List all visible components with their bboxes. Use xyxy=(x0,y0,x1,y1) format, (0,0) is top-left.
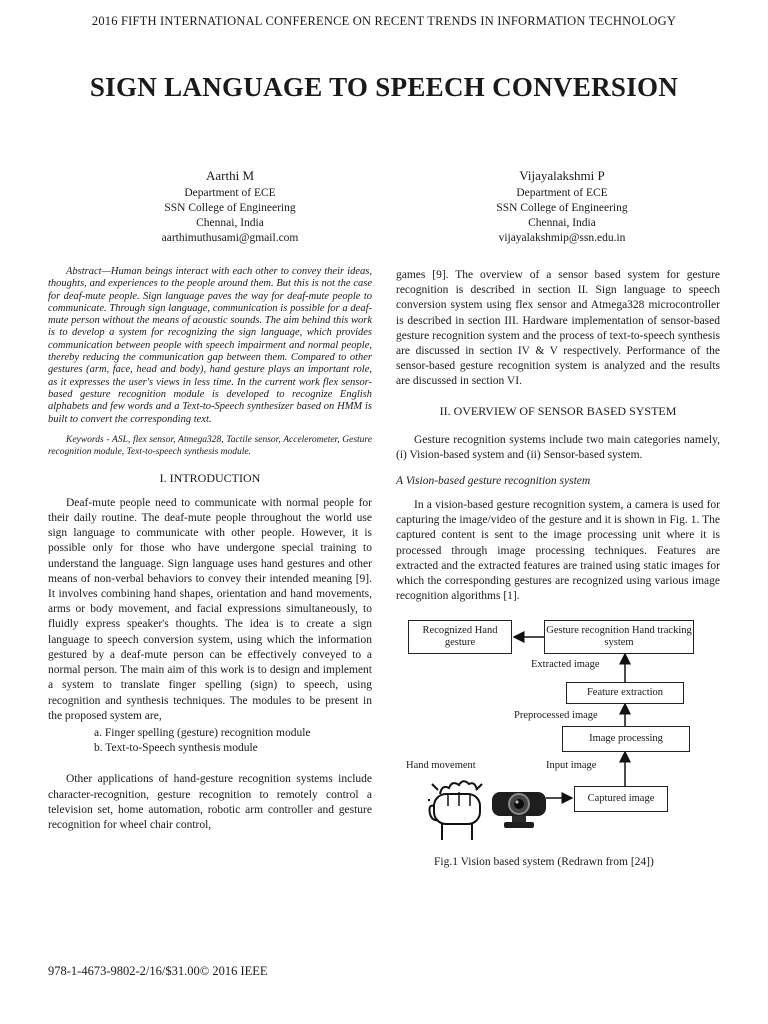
list-item: b. Text-to-Speech synthesis module xyxy=(94,742,258,755)
author-name: Aarthi M xyxy=(205,168,255,183)
box-gesture-tracking: Gesture recognition Hand tracking system xyxy=(544,620,694,654)
author-block-1 xyxy=(100,168,360,246)
author-dept: Department of ECE xyxy=(516,187,608,199)
keywords: Keywords - ASL, flex sensor, Atmega328, Tactile sensor, Accelerometer, Gesture recognition module, Text-to-speech synthesis module. xyxy=(48,434,372,457)
box-recognized-gesture: Recognized Hand gesture xyxy=(408,620,512,654)
overview-paragraph: Gesture recognition systems include two main categories namely, (i) Vision-based system and (ii) Sensor-based system. xyxy=(396,433,720,461)
author-email: vijayalakshmip@ssn.edu.in xyxy=(498,232,626,244)
label-input-image: Input image xyxy=(546,760,597,771)
left-column xyxy=(48,266,372,833)
author-dept: Department of ECE xyxy=(184,187,276,199)
author-email: aarthimuthusami@gmail.com xyxy=(161,232,299,244)
author-name: Vijayalakshmi P xyxy=(519,168,605,183)
box-feature-extraction: Feature extraction xyxy=(566,682,684,704)
conference-header: 2016 FIFTH INTERNATIONAL CONFERENCE ON RECENT TRENDS IN INFORMATION TECHNOLOGY xyxy=(91,14,677,28)
figure-1 xyxy=(396,612,726,882)
section-heading-introduction: I. INTRODUCTION xyxy=(159,470,261,485)
box-captured-image: Captured image xyxy=(574,786,668,812)
label-extracted-image: Extracted image xyxy=(531,659,600,670)
section-heading-overview: II. OVERVIEW OF SENSOR BASED SYSTEM xyxy=(439,403,677,418)
fist-icon xyxy=(428,776,486,844)
author-college: SSN College of Engineering xyxy=(496,202,628,214)
subsection-heading-vision: A Vision-based gesture recognition system xyxy=(396,475,591,488)
module-list xyxy=(48,726,372,756)
right-column xyxy=(396,268,720,604)
author-college: SSN College of Engineering xyxy=(164,202,296,214)
abstract: Abstract—Human beings interact with each other to convey their ideas, thoughts, and experiences to the people around them. But this is not the case for deaf-mute people. Sign language paves the way for deaf-mute people to communicate. Through sign language, communication is possible for a deaf-mute person without the means of acoustic sounds. The aim behind this work is to develop a system for recognizing the sign language, which provides communication between people with speech impairment and normal people, thereby reducing the communication gap between them. Compared to other gestures (arm, face, head and body), hand gesture plays an important role, as it expresses the user's views in less time. In the current work flex sensor-based gesture recognition module is developed to recognize English alphabets and few words and a Text-to-Speech synthesizer based on HMM is built to convert the corresponding text. xyxy=(48,266,372,425)
paper-title: SIGN LANGUAGE TO SPEECH CONVERSION xyxy=(89,72,679,102)
label-preprocessed-image: Preprocessed image xyxy=(514,710,598,721)
author-block-2 xyxy=(432,168,692,246)
right-paragraph-continuation: games [9]. The overview of a sensor based system for gesture recognition is described in section II. Sign language to speech conversion system using flex sensor and Atmega328 microcontroller is described in section III. Hardware implementation of sensor-based gesture recognition system and the process of text-to-speech synthesis are discussed in section IV & V respectively. Performance of the sensor-based gesture recognition system is analyzed and the results are discussed in section VI. xyxy=(396,269,720,388)
webcam-icon xyxy=(490,788,548,832)
intro-paragraph-1: Deaf-mute people need to communicate with normal people for their daily routine. The deaf-mute people throughout the world use sign language to communicate with other people. However, it is possible only for those who have undergone special training to understand the language. Sign language uses hand gestures and other means of non-verbal behaviors to convey their intended meaning [9]. It involves combining hand shapes, orientation and hand movements, arms or body movement, and facial expressions simultaneously, to fluidly express speaker's thoughts. The idea is to create a sign language to speech conversion system, using which the information gestured by a deaf-mute person can be effectively conveyed to a normal person. The main aim of this work is to design and implement a system to translate finger spelling (sign) to speech, using recognition and synthesis techniques. The modules to be present in the proposed system are, xyxy=(48,496,372,722)
footer-copyright: 978-1-4673-9802-2/16/$31.00© 2016 IEEE xyxy=(48,964,268,978)
author-location: Chennai, India xyxy=(196,217,264,229)
vision-paragraph: In a vision-based gesture recognition system, a camera is used for capturing the image/video of the gesture and it is shown in Fig. 1. The captured content is sent to the image processing unit where it is processed through image processing techniques. Features are extracted and the extracted features are trained using static images for which the corresponding gestures are recognized using various image recognition algorithms [1]. xyxy=(396,499,720,603)
label-hand-movement: Hand movement xyxy=(406,760,476,771)
list-item: a. Finger spelling (gesture) recognition module xyxy=(94,726,311,739)
figure-caption: Fig.1 Vision based system (Redrawn from [24]) xyxy=(434,856,654,868)
author-location: Chennai, India xyxy=(528,217,596,229)
box-image-processing: Image processing xyxy=(562,726,690,752)
intro-paragraph-2: Other applications of hand-gesture recognition systems include character-recognition, gesture recognition to remotely control a television set, home automation, robotic arm controller and gesture recognition for wheel chair control, xyxy=(48,773,372,831)
